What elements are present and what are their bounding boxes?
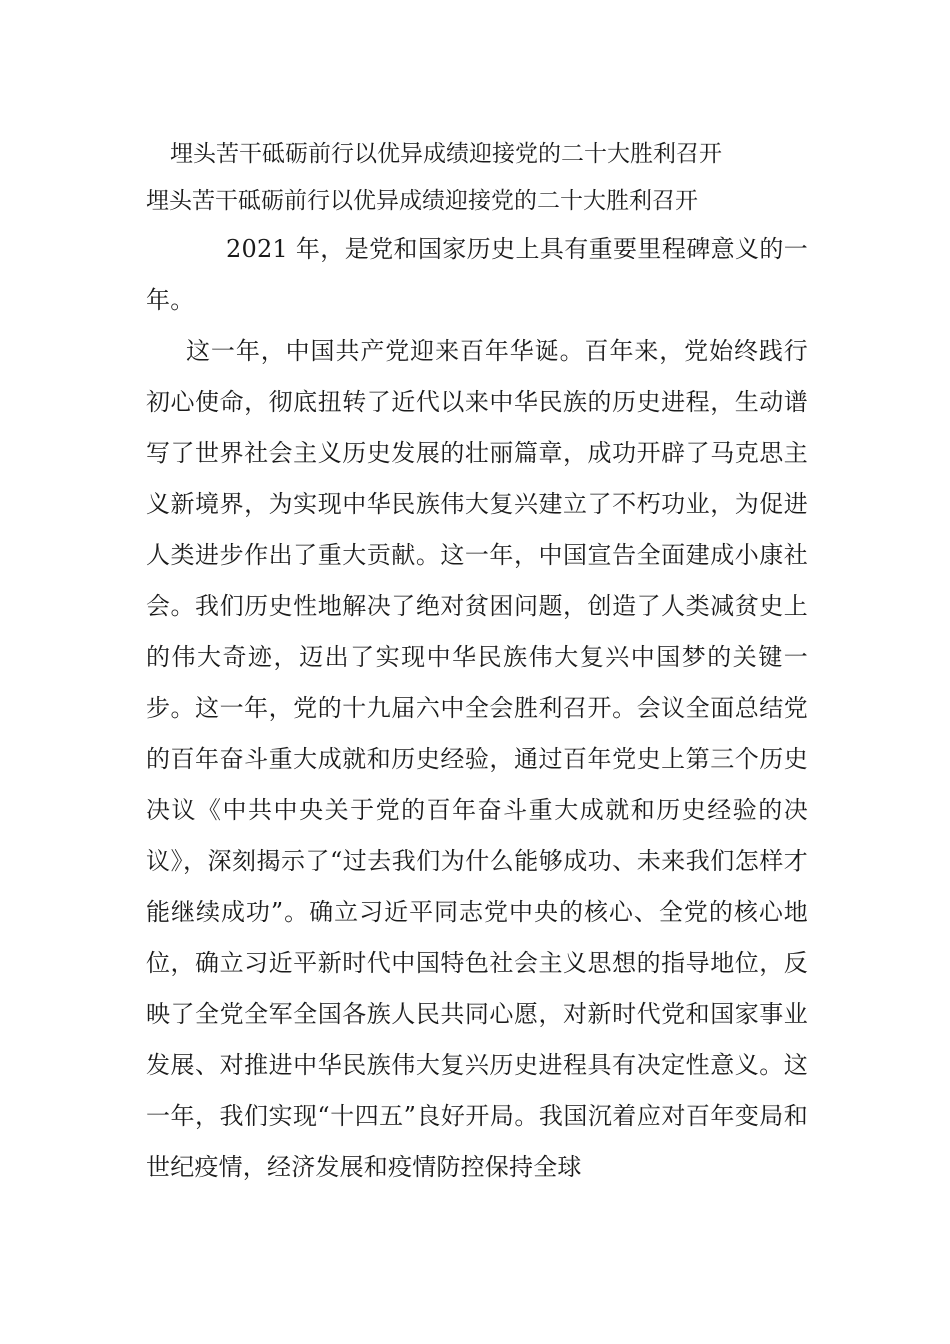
- document-title: 埋头苦干砥砺前行以优异成绩迎接党的二十大胜利召开: [170, 141, 722, 167]
- paragraph-2: 这一年，中国共产党迎来百年华诞。百年来，党始终践行初心使命，彻底扭转了近代以来中华民族的历史进程，生动谱写了世界社会主义历史发展的壮丽篇章，成功开辟了马克思主义新境界，为实现中华民族伟大复兴建立了不朽功业，为促进人类进步作出了重大贡献。这一年，中国宣告全面建成小康社会。我们历史性地解决了绝对贫困问题，创造了人类减贫史上的伟大奇迹，迈出了实现中华民族伟大复兴中国梦的关键一步。这一年，党的十九届六中全会胜利召开。会议全面总结党的百年奋斗重大成就和历史经验，通过百年党史上第三个历史决议《中共中央关于党的百年奋斗重大成就和历史经验的决议》，深刻揭示了“过去我们为什么能够成功、未来我们怎样才能继续成功”。确立习近平同志党中央的核心、全党的核心地位，确立习近平新时代中国特色社会主义思想的指导地位，反映了全党全军全国各族人民共同心愿，对新时代党和国家事业发展、对推进中华民族伟大复兴历史进程具有决定性意义。这一年，我们实现“十四五”良好开局。我国沉着应对百年变局和世纪疫情，经济发展和疫情防控保持全球: [146, 337, 808, 1181]
- paragraph-1: 2021 年，是党和国家历史上具有重要里程碑意义的一年。: [146, 235, 808, 314]
- document-body: [146, 224, 808, 1193]
- document-subtitle: 埋头苦干砥砺前行以优异成绩迎接党的二十大胜利召开: [146, 188, 698, 214]
